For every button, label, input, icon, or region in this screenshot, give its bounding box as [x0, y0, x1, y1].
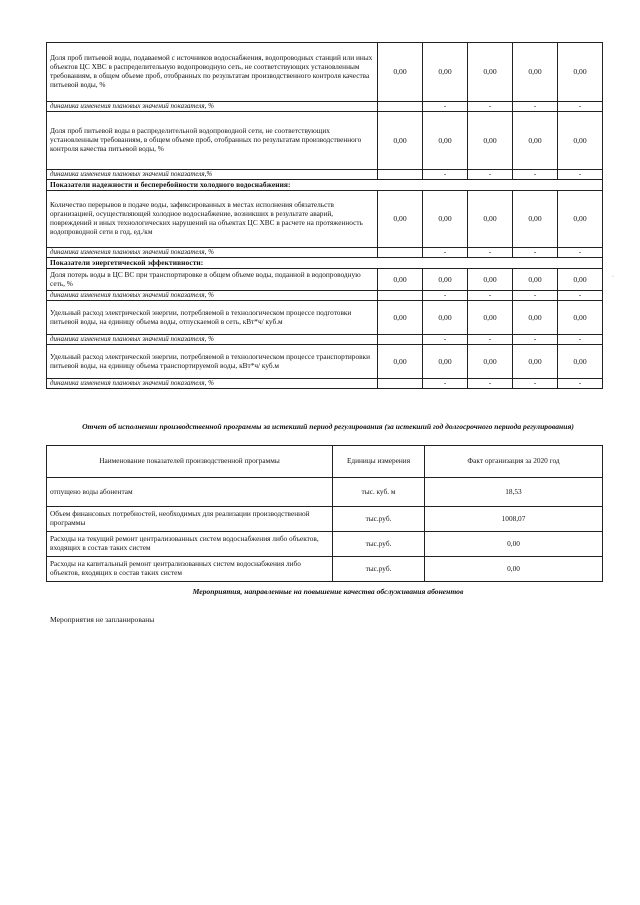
dynamics-row: [47, 291, 603, 301]
dynamics-label: динамика изменения плановых значений показателя, %: [47, 291, 378, 301]
indicator-value: -: [558, 170, 603, 180]
indicator-value: [378, 379, 423, 389]
indicator-row: [47, 43, 603, 102]
report-header-unit: Единицы измерения: [333, 446, 425, 478]
report-row-name: отпущено воды абонентам: [47, 478, 333, 507]
indicator-value: -: [513, 291, 558, 301]
report-header-row: [47, 446, 603, 478]
indicator-value: 0,00: [378, 269, 423, 291]
indicator-value: 0,00: [558, 301, 603, 335]
indicator-value: 0,00: [513, 112, 558, 170]
margin-mark: ·: [612, 274, 614, 280]
indicators-table-body: [47, 43, 603, 389]
indicator-description: Удельный расход электрической энергии, потребляемой в технологическом процессе транспортировки питьевой воды, на единицу объема транспортируемой воды, кВт*ч/ куб.м: [47, 345, 378, 379]
indicator-value: 0,00: [423, 345, 468, 379]
indicators-table: [46, 42, 603, 389]
indicator-value: -: [468, 170, 513, 180]
dynamics-row: [47, 102, 603, 112]
indicator-value: -: [423, 170, 468, 180]
report-row-unit: тыс. куб. м: [333, 478, 425, 507]
indicator-value: [378, 291, 423, 301]
dynamics-label: динамика изменения плановых значений показателя, %: [47, 379, 378, 389]
indicator-value: -: [468, 379, 513, 389]
indicator-value: -: [468, 291, 513, 301]
indicator-value: 0,00: [468, 112, 513, 170]
report-header-fact: Факт организация за 2020 год: [425, 446, 603, 478]
report-row-unit: тыс.руб.: [333, 557, 425, 582]
indicator-description: Доля проб питьевой воды, подаваемой с источников водоснабжения, водопроводных станций или иных объектов ЦС ХВС в распределительную водопроводную сеть, не соответствующих установленным требованиям, в общем объеме проб, отобранных по результатам производственного контроля качества питьевой воды, %: [47, 43, 378, 102]
report-row-fact: 0,00: [425, 532, 603, 557]
indicator-value: 0,00: [468, 301, 513, 335]
indicator-value: -: [468, 102, 513, 112]
indicator-value: 0,00: [558, 112, 603, 170]
indicator-value: [378, 170, 423, 180]
indicator-value: -: [423, 248, 468, 258]
indicator-value: 0,00: [558, 269, 603, 291]
dynamics-row: [47, 335, 603, 345]
indicator-value: 0,00: [513, 191, 558, 248]
indicator-value: 0,00: [558, 345, 603, 379]
indicator-value: [378, 335, 423, 345]
section-header: Показатели энергетической эффективности:: [47, 258, 603, 269]
indicator-row: [47, 345, 603, 379]
indicator-value: 0,00: [513, 301, 558, 335]
dynamics-label: динамика изменения плановых значений показателя, %: [47, 102, 378, 112]
dynamics-label: динамика изменения плановых значений показателя, %: [47, 248, 378, 258]
indicator-value: 0,00: [423, 112, 468, 170]
indicator-value: -: [558, 335, 603, 345]
dynamics-row: [47, 379, 603, 389]
indicator-value: 0,00: [423, 191, 468, 248]
indicator-value: 0,00: [513, 345, 558, 379]
table-row: [47, 557, 603, 582]
indicator-value: -: [423, 291, 468, 301]
indicator-description: Количество перерывов в подаче воды, зафиксированных в местах исполнения обязательств организацией, осуществляющей холодное водоснабжение, возникших в результате аварий, повреждений и иных технологических нарушений на объектах ЦС ХВС в расчете на протяженность водопроводной сети в год, ед./км: [47, 191, 378, 248]
report-row-fact: 0,00: [425, 557, 603, 582]
indicator-value: -: [513, 335, 558, 345]
indicator-value: 0,00: [468, 345, 513, 379]
indicator-value: [378, 248, 423, 258]
indicator-row: [47, 301, 603, 335]
indicator-row: [47, 112, 603, 170]
report-row-name: Объем финансовых потребностей, необходимых для реализации производственной программы: [47, 507, 333, 532]
indicator-value: 0,00: [468, 269, 513, 291]
table-row: [47, 507, 603, 532]
section-header-row: [47, 180, 603, 191]
indicator-value: -: [423, 379, 468, 389]
report-row-fact: 1008,07: [425, 507, 603, 532]
indicator-value: 0,00: [468, 191, 513, 248]
indicator-value: -: [423, 102, 468, 112]
indicator-description: Доля потерь воды в ЦС ВС при транспортировке в общем объеме воды, поданной в водопроводную сеть, %: [47, 269, 378, 291]
section-header: Показатели надежности и бесперебойности холодного водоснабжения:: [47, 180, 603, 191]
dynamics-row: [47, 170, 603, 180]
report-header-name: Наименование показателей производственной программы: [47, 446, 333, 478]
indicator-row: [47, 191, 603, 248]
indicator-value: -: [558, 291, 603, 301]
indicator-value: -: [468, 335, 513, 345]
indicator-value: 0,00: [558, 43, 603, 102]
indicator-description: Удельный расход электрической энергии, потребляемой в технологическом процессе подготовки питьевой воды, на единицу объема воды, отпускаемой в сеть, кВт*ч/ куб.м: [47, 301, 378, 335]
indicator-value: 0,00: [378, 191, 423, 248]
indicator-value: -: [513, 248, 558, 258]
report-title: Отчет об исполнении производственной программы за истекший период регулирования (за истекший год долгосрочного периода регулирования): [82, 422, 574, 431]
indicator-value: -: [513, 102, 558, 112]
indicator-row: [47, 269, 603, 291]
section-header-row: [47, 258, 603, 269]
indicator-value: 0,00: [468, 43, 513, 102]
indicator-value: 0,00: [423, 43, 468, 102]
dynamics-label: динамика изменения плановых значений показателя,%: [47, 170, 378, 180]
indicator-value: 0,00: [423, 301, 468, 335]
activities-title: Мероприятия, направленные на повышение качества обслуживания абонентов: [192, 587, 464, 596]
report-row-unit: тыс.руб.: [333, 532, 425, 557]
activities-text: Мероприятия не запланированы: [50, 615, 155, 624]
indicator-value: -: [513, 170, 558, 180]
indicator-value: 0,00: [378, 345, 423, 379]
report-row-name: Расходы на капитальный ремонт централизованных систем водоснабжения либо объектов, входящих в состав таких систем: [47, 557, 333, 582]
indicator-value: 0,00: [513, 43, 558, 102]
table-row: [47, 532, 603, 557]
indicator-value: [378, 102, 423, 112]
dynamics-label: динамика изменения плановых значений показателя, %: [47, 335, 378, 345]
report-row-unit: тыс.руб.: [333, 507, 425, 532]
dynamics-row: [47, 248, 603, 258]
indicator-value: -: [558, 379, 603, 389]
indicator-value: 0,00: [423, 269, 468, 291]
indicator-value: -: [513, 379, 558, 389]
indicator-value: 0,00: [513, 269, 558, 291]
indicator-value: 0,00: [378, 112, 423, 170]
indicator-value: -: [423, 335, 468, 345]
indicator-description: Доля проб питьевой воды в распределительной водопроводной сети, не соответствующих установленным требованиям, в общем объеме проб, отобранных по результатам производственного контроля качества питьевой воды, %: [47, 112, 378, 170]
indicator-value: 0,00: [378, 301, 423, 335]
indicator-value: -: [558, 102, 603, 112]
indicator-value: -: [558, 248, 603, 258]
report-table: [46, 445, 603, 582]
indicator-value: -: [468, 248, 513, 258]
indicator-value: 0,00: [558, 191, 603, 248]
table-row: [47, 478, 603, 507]
indicator-value: 0,00: [378, 43, 423, 102]
report-row-name: Расходы на текущий ремонт централизованных систем водоснабжения либо объектов, входящих в состав таких систем: [47, 532, 333, 557]
report-row-fact: 18,53: [425, 478, 603, 507]
